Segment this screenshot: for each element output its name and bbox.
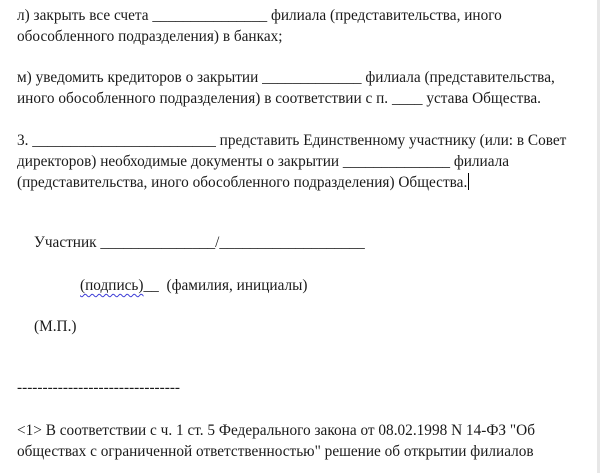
name-label: (фамилия, инициалы)	[166, 277, 308, 294]
signature-label[interactable]: (подпись)	[80, 277, 144, 294]
clause-m-line-1: м) уведомить кредиторов о закрытии _____________ филиала (представительства,	[17, 69, 555, 86]
signature-underscore: __	[143, 277, 159, 294]
seal-label: (М.П.)	[34, 318, 77, 335]
clause-3-line-2: директоров) необходимые документы о закрытии ______________ филиала	[17, 153, 510, 170]
footnote-line-2: обществах с ограниченной ответственностью" решение об открытии филиалов	[17, 443, 534, 460]
clause-l-line-1: л) закрыть все счета _______________ филиала (представительства, иного	[17, 7, 502, 24]
footnote-line-1: <1> В соответствии с ч. 1 ст. 5 Федерального закона от 08.02.1998 N 14-ФЗ "Об	[17, 422, 535, 439]
footnote-separator: --------------------------------	[17, 379, 181, 396]
clause-l-line-2: обособленного подразделения) в банках;	[17, 28, 283, 45]
text-cursor	[468, 173, 469, 190]
clause-m-line-2: иного обособленного подразделения) в соответствии с п. ____ устава Общества.	[17, 90, 541, 107]
clause-3-line-3	[17, 173, 469, 193]
clause-3-line-3-text: (представительства, иного обособленного подразделения) Общества.	[17, 174, 468, 191]
participant-signature-line: Участник _______________/___________________	[34, 234, 365, 251]
clause-3-line-1: 3. ________________________ представить Единственному участнику (или: в Совет	[17, 132, 567, 149]
signature-caption	[80, 276, 308, 296]
